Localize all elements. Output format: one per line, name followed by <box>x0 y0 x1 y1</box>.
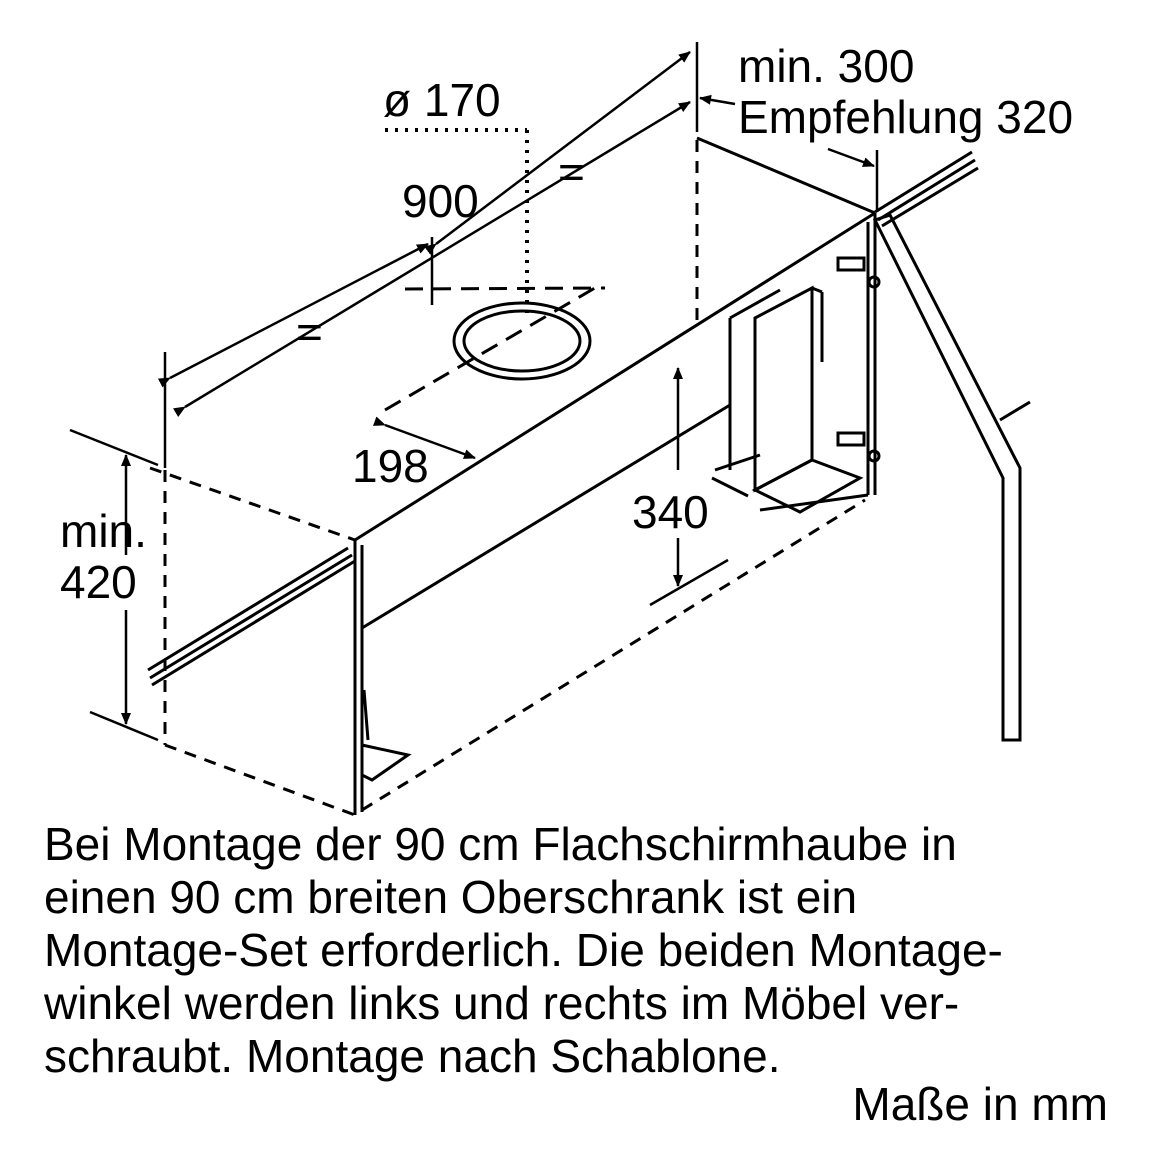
label-equal-left: = <box>296 306 323 358</box>
label-duct-offset: 198 <box>352 440 429 492</box>
label-height-value: 420 <box>60 556 137 608</box>
label-width-900: 900 <box>402 175 479 227</box>
label-side-clearance-recommended: Empfehlung 320 <box>738 91 1074 143</box>
note-line: einen 90 cm breiten Oberschrank ist ein <box>44 871 858 923</box>
label-duct-diameter: ø 170 <box>383 74 501 126</box>
cabinet-outline <box>148 138 1030 815</box>
note-line: Bei Montage der 90 cm Flachschirmhaube in <box>44 818 957 870</box>
label-cabinet-height: 340 <box>632 486 709 538</box>
note-line: winkel werden links und rechts im Möbel ver- <box>44 977 960 1029</box>
hidden-edges <box>150 140 865 815</box>
label-side-clearance-min: min. 300 <box>738 40 915 92</box>
units-label: Maße in mm <box>852 1078 1108 1130</box>
note-line: Montage-Set erforderlich. Die beiden Montage- <box>44 924 1003 976</box>
note-line: schraubt. Montage nach Schablone. <box>44 1030 781 1082</box>
label-height-min: min. <box>60 505 147 557</box>
label-equal-right: = <box>558 146 585 198</box>
dimension-labels <box>60 40 1073 608</box>
installation-note <box>44 818 1134 1083</box>
